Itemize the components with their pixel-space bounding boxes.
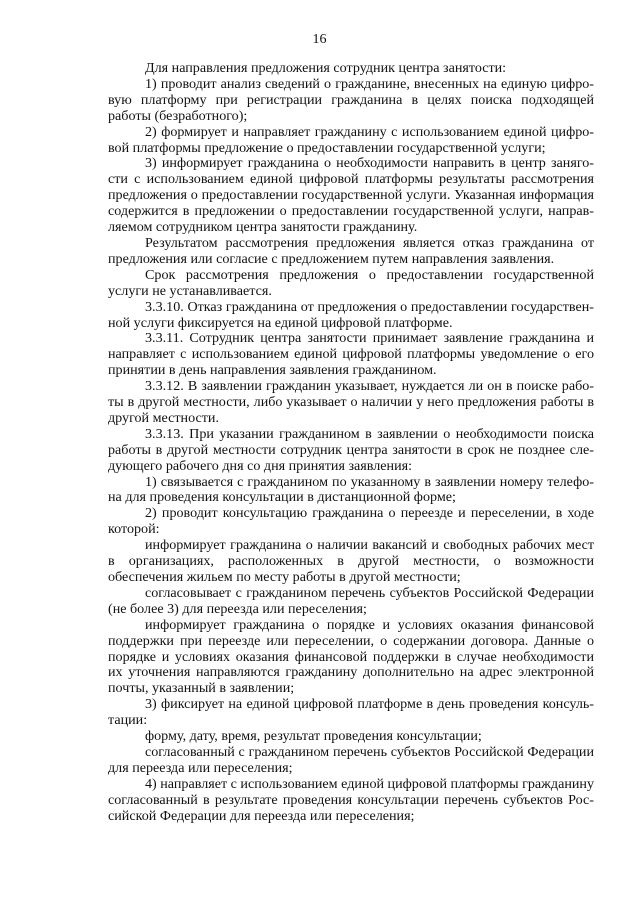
paragraph-3-3-10: 3.3.10. Отказ гражданина от предложения о предоставлении государственной услуги фиксируется на единой цифровой платформе. (108, 298, 594, 331)
paragraph-consultation-record: форму, дату, время, результат проведения консультации; (145, 728, 482, 745)
paragraph-3-3-13: 3.3.13. При указании гражданином в заявлении о необходимости поиска работы в другой местности сотрудник центра занятости в срок не позднее следующего рабочего дня со дня принятия заявления: (108, 425, 594, 474)
paragraph-agreed-regions-list: согласованный с гражданином перечень субъектов Российской Федерации для переезда или переселения; (108, 743, 594, 776)
paragraph-3-3-13-item-2: 2) проводит консультацию гражданина о переезде и переселении, в ходе которой: (108, 505, 594, 538)
page-number: 16 (312, 32, 327, 47)
paragraph-agrees-regions: согласовывает с гражданином перечень субъектов Российской Федерации (не более 3) для переезда или переселения; (108, 584, 594, 617)
paragraph-item-1-analysis: 1) проводит анализ сведений о гражданине, внесенных на единую цифровую платформу при регистрации гражданина в целях поиска подходящей работы (безработного); (108, 75, 594, 124)
paragraph-3-3-13-item-3: 3) фиксирует на единой цифровой платформе в день проведения консультации: (108, 696, 594, 729)
paragraph-review-term: Срок рассмотрения предложения о предоставлении государственной услуги не устанавливается. (108, 266, 594, 299)
paragraph-3-3-13-item-4: 4) направляет с использованием единой цифровой платформы гражданину согласованный в результате проведения консультации перечень субъектов Российской Федерации для переезда или переселения; (108, 775, 595, 824)
paragraph-review-result: Результатом рассмотрения предложения является отказ гражданина от предложения или согласие с предложением путем направления заявления. (108, 234, 594, 267)
paragraph-3-3-12: 3.3.12. В заявлении гражданин указывает, нуждается ли он в поиске работы в другой местности, либо указывает о наличии у него предложения работы в другой местности. (108, 378, 594, 426)
document-body (108, 61, 594, 825)
paragraph-item-3-inform: 3) информирует гражданина о необходимости направить в центр занягости с использованием единой цифровой платформы результаты рассмотрения предложения о предоставлении государственной услуги. Указанная информация содержится в предложении о предоставлении государственной услуги, направляемом сотрудником центра занятости гражданину. (108, 155, 594, 236)
paragraph-informs-support: информирует гражданина о порядке и условиях оказания финансовой поддержки при переезде или переселении, о содержании договора. Данные о порядке и условиях оказания финансовой поддержки в случае необходимости их уточнения направляются гражданину дополнительно на адрес электронной почты, указанный в заявлении; (108, 616, 594, 697)
paragraph-3-3-13-item-1: 1) связывается с гражданином по указанному в заявлении номеру телефона для проведения консультации в дистанционной форме; (108, 473, 594, 506)
paragraph-item-2-send-offer: 2) формирует и направляет гражданину с использованием единой цифровой платформы предложение о предоставлении государственной услуги; (108, 123, 594, 156)
paragraph-informs-vacancies: информирует гражданина о наличии вакансий и свободных рабочих мест в организациях, расположенных в другой местности, о возможности обеспечения жильем по месту работы в другой местности; (108, 537, 594, 585)
paragraph-intro: Для направления предложения сотрудник центра занятости: (145, 60, 507, 76)
paragraph-3-3-11: 3.3.11. Сотрудник центра занятости принимает заявление гражданина и направляет с использованием единой цифровой платформы уведомление о его принятии в день направления заявления гражданином. (108, 330, 594, 379)
